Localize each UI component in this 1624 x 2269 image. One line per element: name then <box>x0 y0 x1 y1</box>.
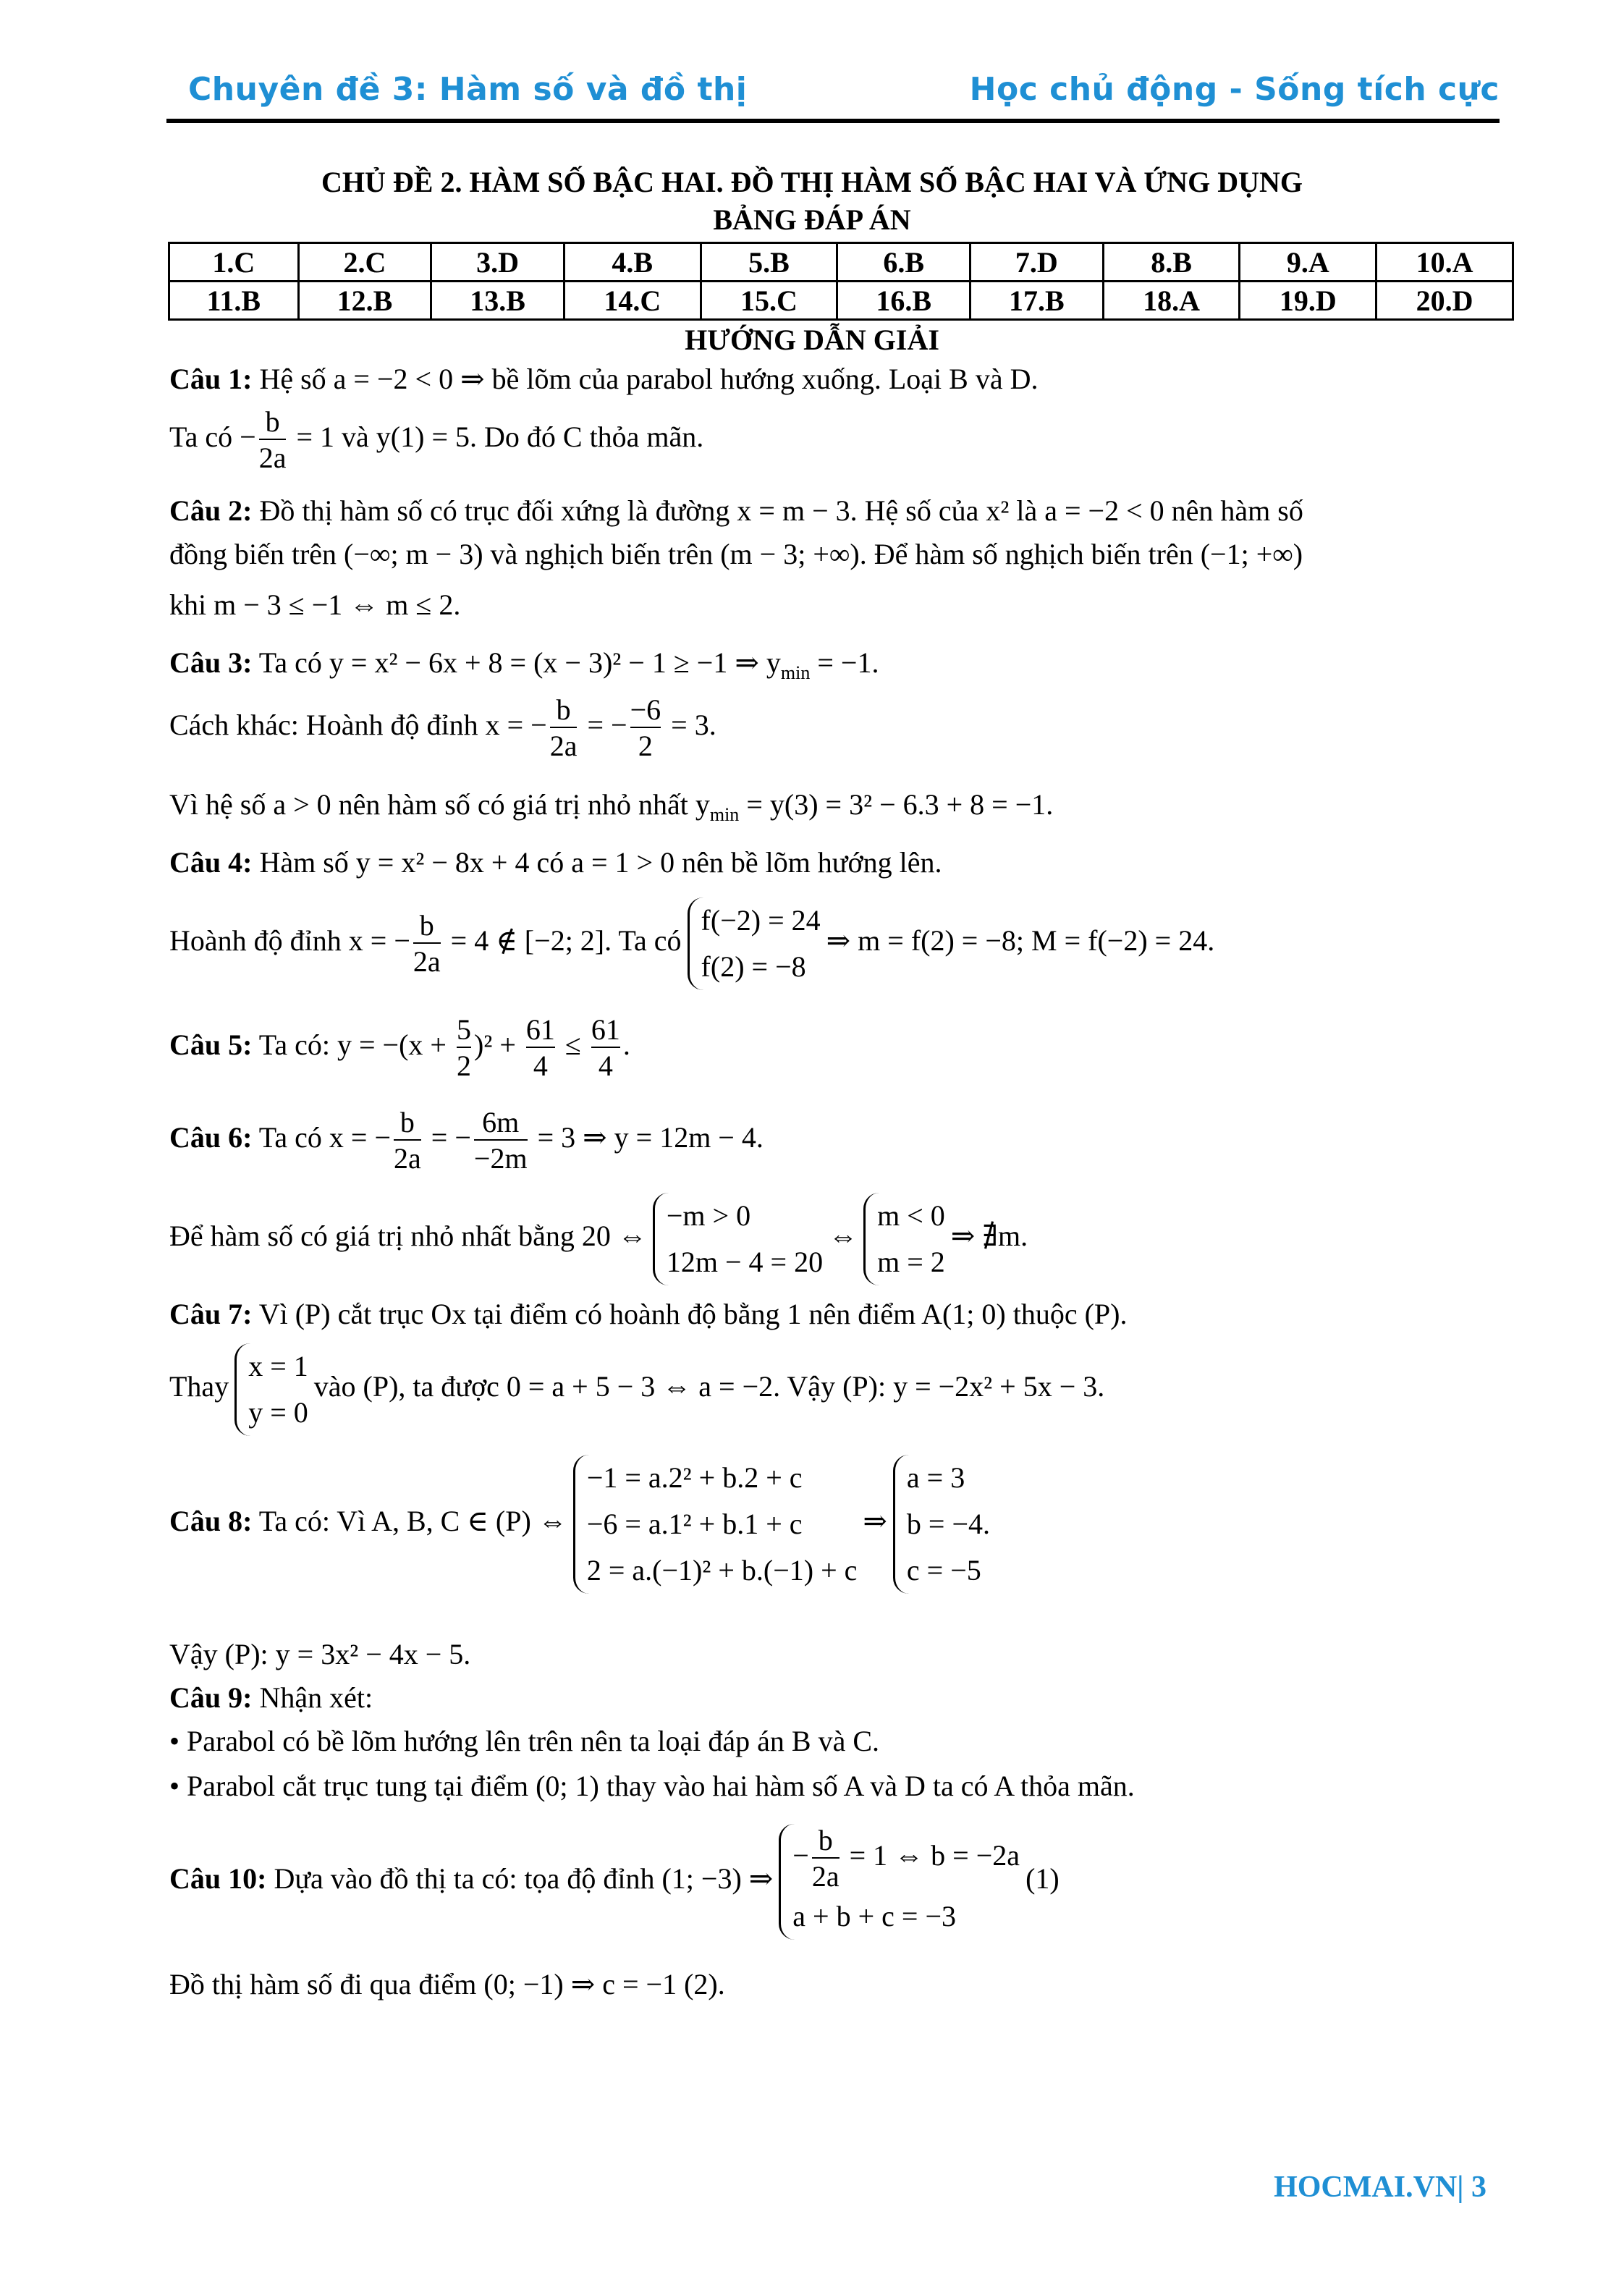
page-footer: HOCMAI.VN| 3 <box>1274 2171 1486 2204</box>
header-rule <box>166 119 1500 123</box>
q10-line2: Đồ thị hàm số đi qua điểm (0; −1) ⇒ c = −1 (2). <box>169 1968 725 2000</box>
q7-line2: Thay x = 1 y = 0 vào (P), ta được 0 = a + 5 − 3 ⇔ a = −2. Vậy (P): y = −2x² + 5x − 3. <box>169 1343 1104 1436</box>
answer-cell: 10.A <box>1376 243 1513 282</box>
answer-cell: 11.B <box>169 282 299 320</box>
q2-text: Đồ thị hàm số có trục đối xứng là đường x = m − 3. Hệ số của x² là a = −2 < 0 nên hàm số <box>252 494 1303 527</box>
fraction: $\frac{b}{2a}$ <box>394 1106 421 1175</box>
equation-system: a = 3 b = −4. c = −5 <box>893 1455 990 1594</box>
equation-system: −1 = a.2² + b.2 + c −6 = a.1² + b.1 + c 2 = a.(−1)² + b.(−1) + c <box>573 1455 858 1594</box>
question-label: Câu 9: <box>169 1681 253 1714</box>
q5-line: Câu 5: Ta có: y = −(x + $\frac{5}{2}$ )² + $\frac{61}{4}$ ≤ $\frac{61}{4}$ . <box>169 1013 630 1082</box>
q10-line1: Câu 10: Dựa vào đồ thị ta có: tọa độ đỉnh (1; −3) ⇒ − $\frac{b}{2a}$ = 1 ⇔ b = −2a a + b + c = −3 (1) <box>169 1824 1060 1940</box>
header-slogan: Học chủ động - Sống tích cực <box>969 71 1500 108</box>
fraction: $\frac{61}{4}$ <box>525 1013 555 1082</box>
fraction: $\frac{b}{2a}$ <box>413 909 441 978</box>
q4-line2: Hoành độ đỉnh x = − $\frac{b}{2a}$ = 4 ∉ [−2; 2]. Ta có f(−2) = 24 f(2) = −8 ⇒ m = f(2) = −8; M = f(−2) = 24. <box>169 897 1214 990</box>
guide-title: HƯỚNG DẪN GIẢI <box>685 324 939 356</box>
answer-cell: 18.A <box>1103 282 1240 320</box>
fraction: $\frac{b}{2a}$ <box>258 405 287 474</box>
q8-line2: Vậy (P): y = 3x² − 4x − 5. <box>169 1638 471 1670</box>
answer-cell: 7.D <box>970 243 1104 282</box>
equation-system: −m > 0 12m − 4 = 20 <box>653 1193 823 1285</box>
question-label: Câu 2: <box>169 494 253 527</box>
fraction: $\frac{-6}{2}$ <box>630 693 661 762</box>
answer-cell: 17.B <box>970 282 1104 320</box>
question-label: Câu 4: <box>169 846 253 879</box>
q3-line1: Câu 3: Ta có y = x² − 6x + 8 = (x − 3)² − 1 ≥ −1 ⇒ $y_{min} = -1$. <box>169 646 879 683</box>
page-title: CHỦ ĐỀ 2. HÀM SỐ BẬC HAI. ĐỒ THỊ HÀM SỐ BẬC HAI VÀ ỨNG DỤNG <box>321 166 1303 198</box>
question-label: Câu 5: <box>169 1028 253 1062</box>
answer-cell: 15.C <box>701 282 837 320</box>
fraction: $\frac{5}{2}$ <box>457 1013 471 1082</box>
answer-cell: 19.D <box>1240 282 1376 320</box>
answer-cell: 1.C <box>169 243 299 282</box>
answer-table <box>168 242 1514 321</box>
q1-text: = 1 và y(1) = 5. Do đó C thỏa mãn. <box>289 421 704 454</box>
q2-line1 <box>169 494 1303 528</box>
fraction: $\frac{b}{2a}$ <box>549 693 578 762</box>
question-label: Câu 8: <box>169 1505 253 1538</box>
question-label: Câu 10: <box>169 1862 267 1896</box>
q1-line1 <box>169 362 1039 396</box>
answer-cell: 8.B <box>1103 243 1240 282</box>
q3-line2: Cách khác: Hoành độ đỉnh x = − $\frac{b}{2a}$ = − $\frac{-6}{2}$ = 3. <box>169 693 716 762</box>
answer-cell: 4.B <box>564 243 701 282</box>
q9-line2: • Parabol có bề lõm hướng lên trên nên ta loại đáp án B và C. <box>169 1725 880 1757</box>
answer-cell: 16.B <box>837 282 970 320</box>
q9-line3: • Parabol cắt trục tung tại điểm (0; 1) thay vào hai hàm số A và D ta có A thỏa mãn. <box>169 1770 1135 1802</box>
answer-cell: 13.B <box>431 282 564 320</box>
q9-line1: Câu 9: Nhận xét: <box>169 1681 373 1714</box>
answer-cell: 9.A <box>1240 243 1376 282</box>
question-label: Câu 7: <box>169 1298 253 1330</box>
q8-line1: Câu 8: Ta có: Vì A, B, C ∈ (P) ⇔ −1 = a.2² + b.2 + c −6 = a.1² + b.1 + c 2 = a.(−1)² + b.(−1) + c ⇒ a = 3 b = −4. c = −5 <box>169 1455 996 1594</box>
equation-system: f(−2) = 24 f(2) = −8 <box>688 897 821 990</box>
answer-cell: 14.C <box>564 282 701 320</box>
q1-text: Hệ số a = −2 < 0 ⇒ bề lõm của parabol hướng xuống. Loại B và D. <box>252 363 1039 395</box>
fraction: $\frac{6m}{-2m}$ <box>473 1106 528 1175</box>
equation-system: m < 0 m = 2 <box>863 1193 945 1285</box>
answer-cell: 12.B <box>298 282 431 320</box>
fraction: $\frac{61}{4}$ <box>591 1013 620 1082</box>
q1-text: Ta có − <box>169 421 256 454</box>
answer-cell: 20.D <box>1376 282 1513 320</box>
equation-system: − $\frac{b}{2a}$ = 1 ⇔ b = −2a a + b + c = −3 <box>779 1824 1020 1940</box>
q2-line3: khi m − 3 ≤ −1 ⇔ m ≤ 2. <box>169 588 461 621</box>
answer-cell: 6.B <box>837 243 970 282</box>
header-topic: Chuyên đề 3: Hàm số và đồ thị <box>188 71 748 108</box>
question-label: Câu 3: <box>169 646 253 679</box>
q7-line1: Câu 7: Vì (P) cắt trục Ox tại điểm có hoành độ bằng 1 nên điểm A(1; 0) thuộc (P). <box>169 1298 1128 1330</box>
question-label: Câu 6: <box>169 1121 253 1154</box>
q3-line3: Vì hệ số a > 0 nên hàm số có giá trị nhỏ nhất $y_{min} = y(3) = 3^2 - 6.3 + 8 = -1$. <box>169 788 1054 825</box>
q4-line1: Câu 4: Hàm số y = x² − 8x + 4 có a = 1 > 0 nên bề lõm hướng lên. <box>169 846 942 879</box>
q2-line2: đồng biến trên (−∞; m − 3) và nghịch biến trên (m − 3; +∞). Để hàm số nghịch biến trên (−1; +∞) <box>169 538 1303 570</box>
table-row <box>169 282 1513 320</box>
q6-line2: Để hàm số có giá trị nhỏ nhất bằng 20 ⇔ −m > 0 12m − 4 = 20 ⇔ m < 0 m = 2 ⇒ ∄m. <box>169 1193 1028 1285</box>
answer-cell: 2.C <box>298 243 431 282</box>
table-row <box>169 243 1513 282</box>
question-label: Câu 1: <box>169 363 253 395</box>
page-header <box>166 71 1500 123</box>
answer-table-title: BẢNG ĐÁP ÁN <box>713 203 911 236</box>
answer-cell: 3.D <box>431 243 564 282</box>
fraction: $\frac{b}{2a}$ <box>811 1824 840 1893</box>
q6-line1: Câu 6: Ta có x = − $\frac{b}{2a}$ = − $\frac{6m}{-2m}$ = 3 ⇒ y = 12m − 4. <box>169 1106 764 1175</box>
equation-system: x = 1 y = 0 <box>234 1343 308 1436</box>
q1-line2 <box>169 405 703 475</box>
answer-cell: 5.B <box>701 243 837 282</box>
